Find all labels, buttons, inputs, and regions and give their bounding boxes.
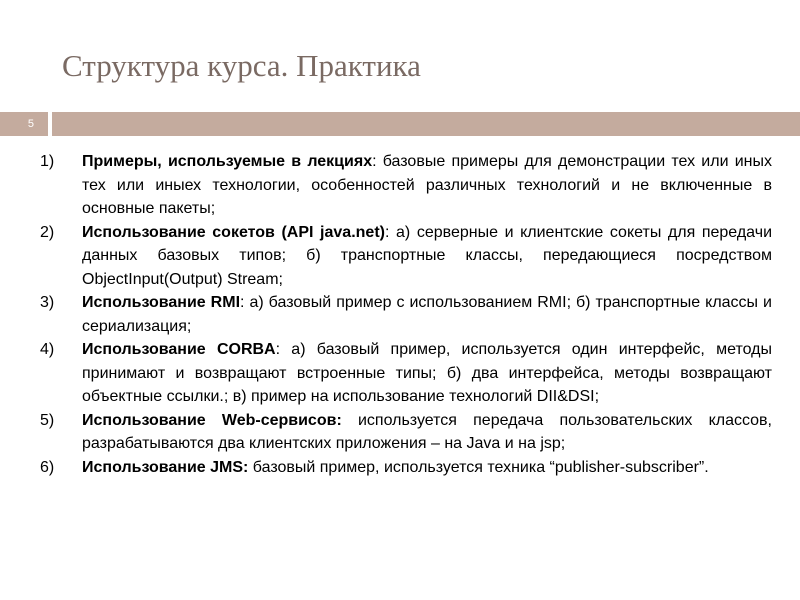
- list-item-heading: Примеры, используемые в лекциях: [82, 153, 373, 170]
- list-item-description: : базовые примеры для демонстрации тех или иных тех или иныех технологии, особенностей различных технологий и не включенные в основные пакеты;: [82, 153, 772, 217]
- header-bar: [0, 112, 800, 136]
- list-item-number: 3): [40, 294, 55, 311]
- list-item-heading: Использование JMS:: [82, 458, 249, 476]
- header-bar-left-segment: [0, 112, 48, 136]
- list-item-heading: Использование Web-сервисов:: [82, 411, 342, 429]
- list-item-number: 1): [40, 153, 55, 170]
- list-item-description: : а) базовый пример с использованием RMI; б) транспортные классы и сериализация;: [82, 294, 772, 335]
- list-item-heading: Использование сокетов (API java.net): [82, 223, 385, 241]
- list-item-number: 6): [40, 458, 55, 476]
- list-item: [40, 409, 772, 456]
- list-item-heading: Использование CORBA: [82, 341, 276, 358]
- header-bar-right-segment: [52, 112, 800, 136]
- list-item-number: 5): [40, 411, 55, 429]
- list-item: [40, 338, 772, 409]
- list-item-heading: Использование RMI: [82, 294, 241, 311]
- list-item: [40, 221, 772, 292]
- slide-number: 5: [27, 118, 34, 130]
- list-item: [40, 456, 772, 480]
- slide-title: Структура курса. Практика: [62, 48, 421, 83]
- course-practice-list: [40, 150, 772, 479]
- list-item: [40, 150, 772, 221]
- list-item-number: 2): [40, 223, 55, 241]
- list-item-description: : а) базовый пример, используется один интерфейс, методы принимают и возвращают встроенные типы; б) два интерфейса, методы возвращают объектные ссылки.; в) пример на использование технологий DII&DSI;: [82, 341, 773, 405]
- list-item-number: 4): [40, 341, 55, 358]
- list-item: [40, 291, 772, 338]
- list-item-description: : а) серверные и клиентские сокеты для передачи данных базовых типов; б) транспортные классы, передающиеся посредством ObjectInput(Output) Stream;: [82, 223, 773, 288]
- list-item-description: базовый пример, используется техника “publisher-subscriber”.: [248, 458, 709, 476]
- list-item-description: используется передача пользовательских классов, разрабатываются два клиентских приложения – на Java и на jsp;: [82, 411, 773, 452]
